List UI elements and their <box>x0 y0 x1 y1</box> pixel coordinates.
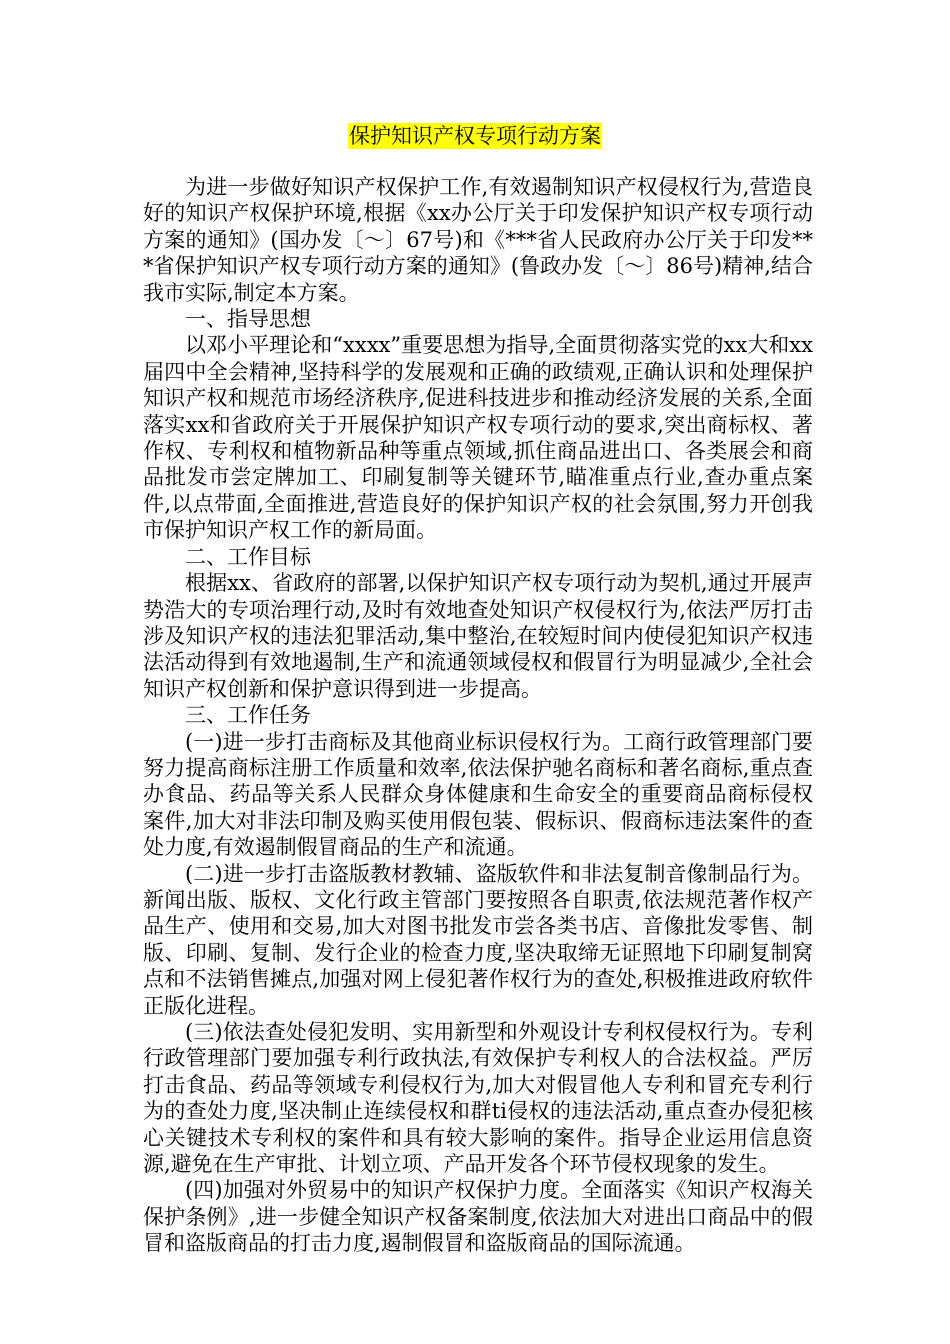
task-2-paragraph: (二)进一步打击盗版教材教辅、盗版软件和非法复制音像制品行为。新闻出版、版权、文化行政主管部门要按照各自职责,依法规范著作权产品生产、使用和交易,加大对图书批发市尝各类书店、音像批发零售、制版、印刷、复制、发行企业的检查力度,坚决取缔无证照地下印刷复制窝点和不法销售摊点,加强对网上侵犯著作权行为的查处,积极推进政府软件正版化进程。 <box>143 861 813 1018</box>
task-3-paragraph: (三)依法查处侵犯发明、实用新型和外观设计专利权侵权行为。专利行政管理部门要加强专利行政执法,有效保护专利权人的合法权益。严厉打击食品、药品等领域专利侵权行为,加大对假冒他人专利和冒充专利行为的查处力度,坚决制止连续侵权和群ti侵权的违法活动,重点查办侵犯核心关键技术专利权的案件和具有较大影响的案件。指导企业运用信息资源,避免在生产审批、计划立项、产品开发各个环节侵权现象的发生。 <box>143 1020 813 1177</box>
section-heading-guiding-ideology: 一、指导思想 <box>185 307 311 332</box>
task-4-paragraph: (四)加强对外贸易中的知识产权保护力度。全面落实《知识产权海关保护条例》,进一步健全知识产权备案制度,依法加大对进出口商品中的假冒和盗版商品的打击力度,遏制假冒和盗版商品的国际流通。 <box>143 1178 813 1256</box>
intro-paragraph: 为进一步做好知识产权保护工作,有效遏制知识产权侵权行为,营造良好的知识产权保护环境,根据《xx办公厅关于印发保护知识产权专项行动方案的通知》(国办发〔～〕67号)和《***省人民政府办公厅关于印发***省保护知识产权专项行动方案的通知》(鲁政办发〔～〕86号)精神,结合我市实际,制定本方案。 <box>143 175 813 305</box>
guiding-ideology-paragraph: 以邓小平理论和“xxxx”重要思想为指导,全面贯彻落实党的xx大和xx届四中全会精神,坚持科学的发展观和正确的政绩观,正确认识和处理保护知识产权和规范市场经济秩序,促进科技进步和推动经济发展的关系,全面落实xx和省政府关于开展保护知识产权专项行动的要求,突出商标权、著作权、专利权和植物新品种等重点领域,抓住商品进出口、各类展会和商品批发市尝定牌加工、印刷复制等关键环节,瞄准重点行业,查办重点案件,以点带面,全面推进,营造良好的保护知识产权的社会氛围,努力开创我市保护知识产权工作的新局面。 <box>143 333 813 543</box>
title-block <box>0 123 950 149</box>
document-title: 保护知识产权专项行动方案 <box>349 124 601 148</box>
section-heading-work-goals: 二、工作目标 <box>185 544 311 569</box>
section-heading-work-tasks: 三、工作任务 <box>185 703 311 728</box>
document-body <box>143 174 813 1257</box>
task-1-paragraph: (一)进一步打击商标及其他商业标识侵权行为。工商行政管理部门要努力提高商标注册工作质量和效率,依法保护驰名商标和著名商标,重点查办食品、药品等关系人民群众身体健康和生命安全的重要商品商标侵权案件,加大对非法印制及购买使用假包装、假标识、假商标违法案件的查处力度,有效遏制假冒商品的生产和流通。 <box>143 729 813 860</box>
work-goals-paragraph: 根据xx、省政府的部署,以保护知识产权专项行动为契机,通过开展声势浩大的专项治理行动,及时有效地查处知识产权侵权行为,依法严厉打击涉及知识产权的违法犯罪活动,集中整治,在较短时间内使侵犯知识产权违法活动得到有效地遏制,生产和流通领域侵权和假冒行为明显减少,全社会知识产权创新和保护意识得到进一步提高。 <box>143 571 813 701</box>
